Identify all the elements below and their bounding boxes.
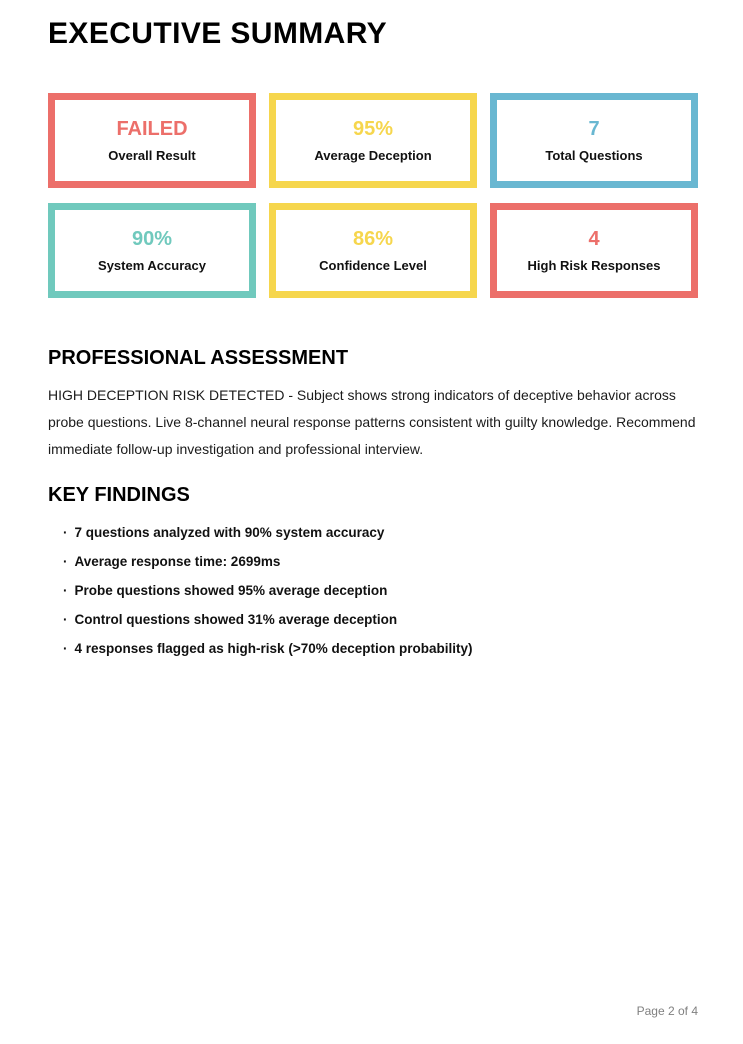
page-content (48, 0, 698, 671)
bullet-dot: · (63, 524, 68, 540)
finding-item (63, 613, 698, 627)
finding-text: 4 responses flagged as high-risk (>70% deception probability) (74, 640, 473, 656)
metric-value: 86% (352, 227, 394, 250)
metric-card (269, 203, 477, 298)
metric-value: 7 (588, 117, 600, 140)
bullet-dot: · (63, 640, 68, 656)
metric-value: 95% (352, 117, 394, 140)
metric-label: System Accuracy (98, 257, 206, 273)
finding-text: Control questions showed 31% average deception (74, 611, 398, 627)
metric-card (48, 93, 256, 188)
finding-item (63, 584, 698, 598)
bullet-dot: · (63, 582, 68, 598)
metrics-grid (48, 93, 698, 298)
key-findings-heading: KEY FINDINGS (48, 483, 190, 506)
finding-item (63, 642, 698, 656)
assessment-paragraph: HIGH DECEPTION RISK DETECTED - Subject shows strong indicators of deceptive behavior across probe questions. Live 8-channel neural response patterns consistent with guilty knowledge. Recommend immediate follow-up investigation and professional interview. (48, 386, 696, 457)
page-title: EXECUTIVE SUMMARY (48, 17, 388, 50)
metric-value: 4 (588, 227, 600, 250)
metric-card (48, 203, 256, 298)
assessment-heading: PROFESSIONAL ASSESSMENT (48, 346, 349, 369)
metric-value: 90% (131, 227, 173, 250)
metric-card (269, 93, 477, 188)
metric-value: FAILED (116, 117, 188, 140)
metric-card (490, 93, 698, 188)
finding-item (63, 526, 698, 540)
page-number: Page 2 of 4 (636, 1004, 698, 1018)
metric-label: Confidence Level (319, 257, 427, 273)
metric-card (490, 203, 698, 298)
metric-label: Average Deception (314, 147, 432, 163)
bullet-dot: · (63, 553, 68, 569)
finding-text: Probe questions showed 95% average deception (74, 582, 388, 598)
finding-text: 7 questions analyzed with 90% system accuracy (74, 524, 385, 540)
metric-label: High Risk Responses (527, 257, 661, 273)
metric-label: Total Questions (545, 147, 643, 163)
metric-label: Overall Result (108, 147, 196, 163)
finding-text: Average response time: 2699ms (74, 553, 281, 569)
key-findings-list (48, 526, 698, 656)
bullet-dot: · (63, 611, 68, 627)
finding-item (63, 555, 698, 569)
